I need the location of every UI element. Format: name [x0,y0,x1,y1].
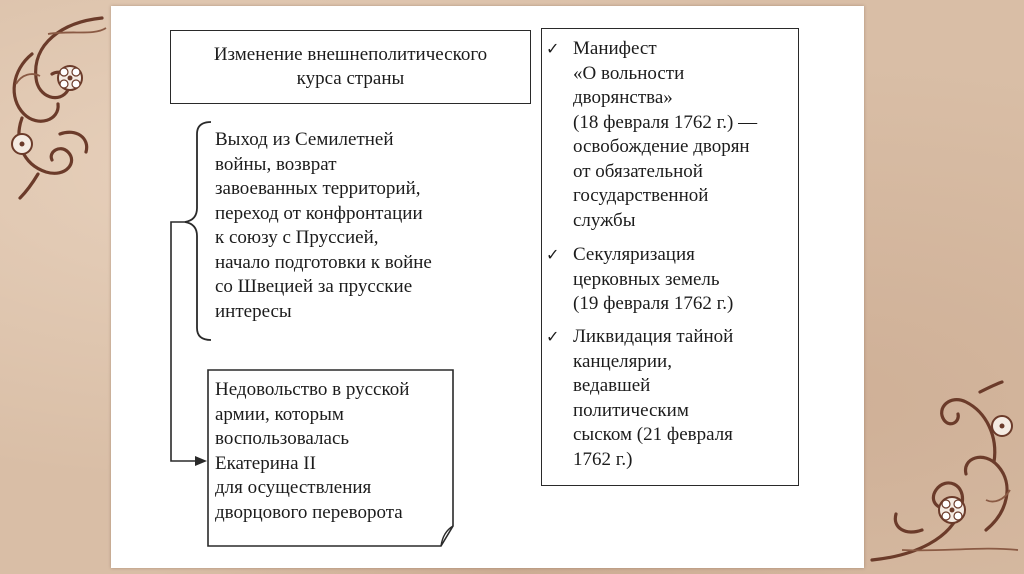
text-line: армии, которым [215,403,344,425]
text-line: «О вольности [573,62,685,84]
text-line: церковных земель [573,268,720,290]
connector-line [171,222,197,461]
checkmark-icon: ✓ [546,245,560,264]
text-line: дворянства» [573,87,673,108]
discontent-note-text [215,378,465,525]
domestic-measures-box [541,28,799,486]
text-line: начало подготовки к войне [215,251,432,273]
text-line: сыском (21 февраля [573,424,733,445]
text-line: для осуществления [215,477,372,498]
text-line: Манифест [573,38,657,59]
text-line: дворцового переворота [215,501,403,523]
text-line: Недовольство в русской [215,379,410,400]
text-line: 1762 г.) [573,448,633,470]
checkmark-icon: ✓ [546,327,560,346]
text-line: войны, возврат [215,153,337,175]
text-line: со Швецией за прусские [215,276,413,297]
text-line: к союзу с Пруссией, [215,227,379,248]
decorative-ornament-right [862,380,1024,570]
decorative-ornament-left [2,14,112,200]
title-box [170,30,531,104]
title-line: курса страны [296,68,405,89]
text-line: воспользовалась [215,428,350,449]
text-line: Выход из Семилетней [215,129,394,150]
flower-icon [992,416,1012,436]
foreign-policy-text [215,128,460,324]
text-line: государственной [573,185,709,206]
text-line: политическим [573,399,689,421]
text-line: ведавшей [573,375,651,396]
text-line: интересы [215,300,292,322]
text-line: (18 февраля 1762 г.) — [573,111,758,133]
text-line: завоеванных территорий, [215,178,421,199]
flower-icon [12,134,32,154]
curly-bracket [185,122,211,340]
text-line: от обязательной [573,160,703,182]
diagram-sheet [111,6,864,568]
flower-icon [58,66,82,90]
text-line: Секуляризация [573,244,695,265]
checkmark-icon: ✓ [546,39,560,58]
text-line: переход от конфронтации [215,202,423,224]
arrow-head-icon [195,456,207,466]
text-line: освобождение дворян [573,136,750,157]
title-line: Изменение внешнеполитического [213,44,488,65]
flower-icon [939,497,965,523]
text-line: (19 февраля 1762 г.) [573,293,734,314]
title-text [214,43,487,91]
text-line: Екатерина II [215,452,316,474]
text-line: службы [573,209,636,231]
text-line: канцелярии, [573,350,672,372]
text-line: Ликвидация тайной [573,326,734,347]
